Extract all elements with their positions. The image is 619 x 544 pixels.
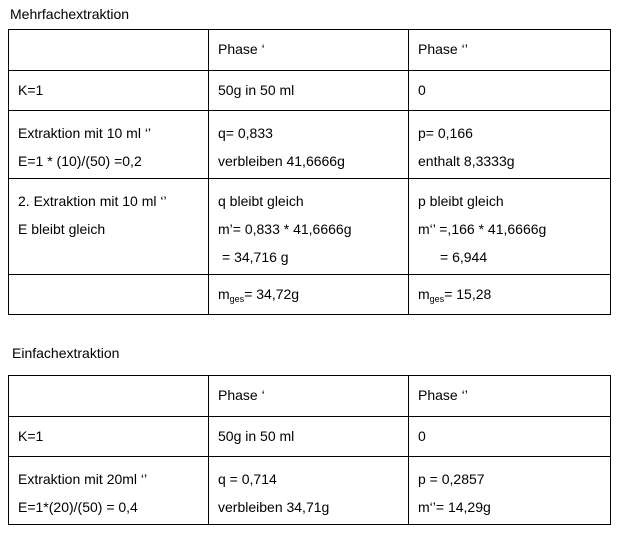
row-label-cell	[9, 111, 209, 179]
table-row	[9, 179, 611, 275]
row-label-cell	[9, 179, 209, 275]
cell-line: m‘’ =,166 * 41,6666g	[418, 221, 547, 237]
mass-symbol: m	[218, 286, 230, 302]
row-label-cell	[9, 457, 209, 525]
cell-line: verbleiben 41,6666g	[218, 153, 345, 169]
header-cell-phase-1: Phase ‘	[209, 376, 409, 417]
phase-1-cell	[209, 457, 409, 525]
mehrfachextraktion-table	[8, 29, 611, 315]
cell-line: E=1*(20)/(50) = 0,4	[18, 499, 138, 515]
table-row	[9, 457, 611, 525]
cell-line: = 34,716 g	[222, 249, 289, 265]
phase-2-total-cell	[409, 275, 611, 315]
cell-line: Extraktion mit 20ml ‘’	[18, 471, 148, 487]
row-label-cell: K=1	[9, 71, 209, 111]
total-value: = 34,72g	[244, 286, 300, 302]
phase-1-cell: 50g in 50 ml	[209, 417, 409, 457]
row-label-cell	[9, 275, 209, 315]
header-cell-empty	[9, 30, 209, 71]
cell-line: = 6,944	[440, 249, 488, 265]
header-cell-phase-1: Phase ‘	[209, 30, 409, 71]
cell-line: m‘’= 14,29g	[418, 499, 491, 515]
cell-line: Extraktion mit 10 ml ‘’	[18, 125, 152, 141]
phase-2-cell: 0	[409, 417, 611, 457]
mass-symbol: m	[418, 286, 430, 302]
phase-1-total-cell	[209, 275, 409, 315]
cell-line: enthalt 8,3333g	[418, 153, 515, 169]
phase-2-cell	[409, 179, 611, 275]
header-cell-phase-2: Phase ‘’	[409, 30, 611, 71]
phase-2-cell: 0	[409, 71, 611, 111]
cell-line: E=1 * (10)/(50) =0,2	[18, 153, 142, 169]
cell-line: p= 0,166	[418, 125, 473, 141]
cell-line: p = 0,2857	[418, 471, 485, 487]
phase-1-cell	[209, 179, 409, 275]
cell-line: 2. Extraktion mit 10 ml ‘’	[18, 193, 167, 209]
table-row	[9, 71, 611, 111]
table-header-row	[9, 376, 611, 417]
phase-2-cell	[409, 457, 611, 525]
cell-line: q bleibt gleich	[218, 193, 304, 209]
einfachextraktion-title: Einfachextraktion	[12, 345, 120, 361]
mehrfachextraktion-title: Mehrfachextraktion	[10, 6, 130, 22]
cell-line: m’= 0,833 * 41,6666g	[218, 221, 352, 237]
total-value: = 15,28	[444, 286, 492, 302]
cell-line: q = 0,714	[218, 471, 277, 487]
mass-subscript: ges	[229, 294, 245, 304]
table-row	[9, 111, 611, 179]
phase-1-cell: 50g in 50 ml	[209, 71, 409, 111]
cell-line: E bleibt gleich	[18, 221, 106, 237]
phase-2-cell	[409, 111, 611, 179]
phase-1-cell	[209, 111, 409, 179]
header-cell-empty	[9, 376, 209, 417]
table-row	[9, 417, 611, 457]
header-cell-phase-2: Phase ‘’	[409, 376, 611, 417]
totals-row	[9, 275, 611, 315]
cell-line: verbleiben 34,71g	[218, 499, 330, 515]
table-header-row	[9, 30, 611, 71]
cell-line: q= 0,833	[218, 125, 273, 141]
cell-line: p bleibt gleich	[418, 193, 504, 209]
row-label-cell: K=1	[9, 417, 209, 457]
mass-subscript: ges	[429, 294, 445, 304]
einfachextraktion-table	[8, 375, 611, 525]
